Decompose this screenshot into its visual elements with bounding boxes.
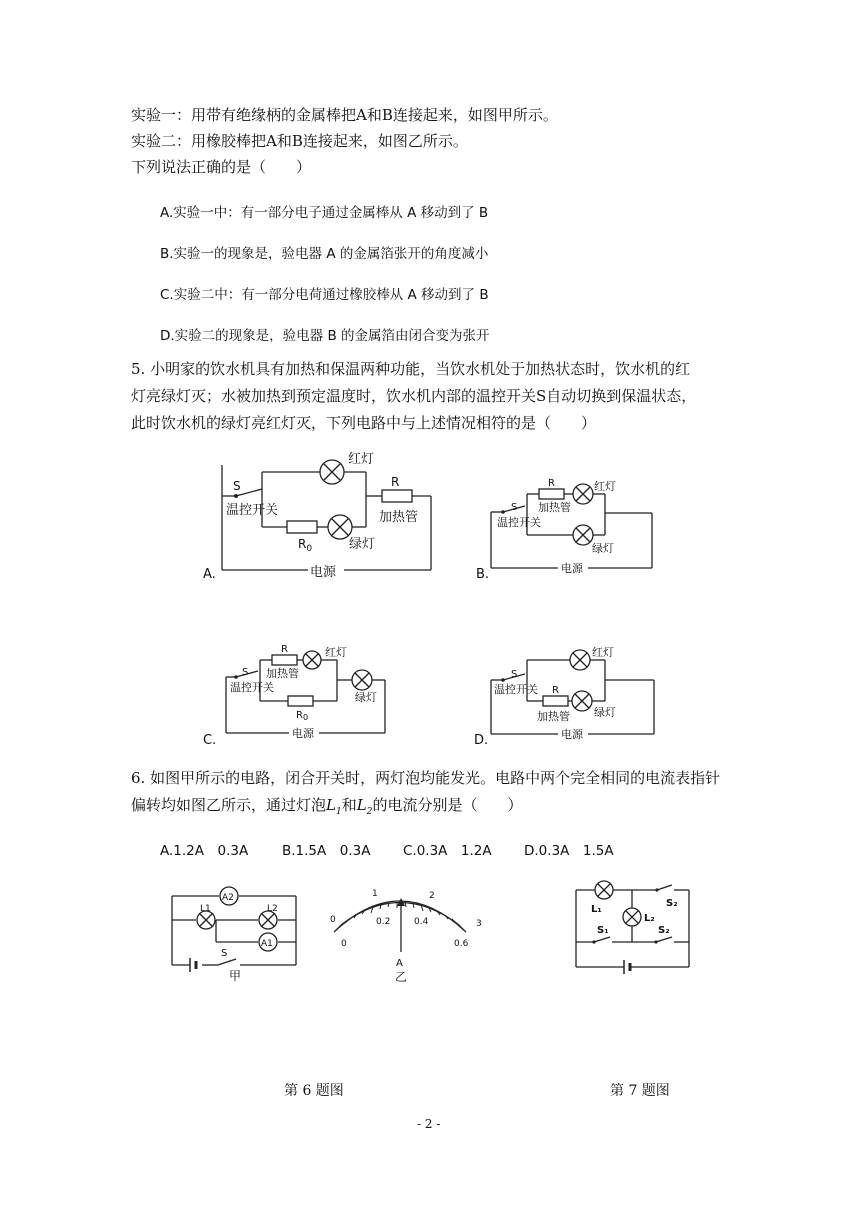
q6-yi-lower-3: 0.6 [454, 939, 469, 949]
q5a-s-label: S [233, 479, 241, 493]
q5-stem-line-3: 此时饮水机的绿灯亮红灯灭，下列电路中与上述情况相符的是（ ） [131, 414, 597, 432]
q6-option-a: A.1.2A 0.3A [160, 843, 249, 859]
q5c-letter: C. [203, 733, 217, 748]
q5c-s-label: S [242, 667, 249, 678]
q5c-green-label: 绿灯 [355, 691, 377, 704]
q7-s2-top-label: S₂ [666, 898, 678, 909]
q7-l1-lamp-icon [595, 881, 613, 899]
q5a-r-label: R [391, 475, 400, 489]
q6-stem-line-1: 6. 如图甲所示的电路，闭合开关时，两灯泡均能发光。电路中两个完全相同的电流表指针 [131, 769, 721, 787]
q5a-switch-label: 温控开关 [226, 503, 279, 518]
q5d-s-label: S [511, 669, 518, 680]
q6-yi-lower-0: 0 [341, 939, 347, 949]
q5a-red-label: 红灯 [348, 452, 375, 467]
q6-yi-upper-3: 3 [476, 919, 482, 929]
q5b-s-label: S [511, 502, 518, 513]
q5a-letter: A. [203, 567, 216, 582]
q4-option-b: B.实验一的现象是，验电器 A 的金属箔张开的角度减小 [160, 246, 489, 262]
q5b-green-label: 绿灯 [592, 542, 614, 555]
q4-stem: 下列说法正确的是（ ） [131, 158, 312, 176]
q5b-source-label: 电源 [561, 562, 583, 575]
q5b-r-label: R [548, 478, 555, 489]
svg-text:A2: A2 [222, 893, 234, 903]
q6-yi-upper-1: 1 [372, 889, 378, 899]
q5a-green-label: 绿灯 [349, 537, 376, 552]
q5a-source-label: 电源 [310, 565, 337, 580]
q5c-switch-label: 温控开关 [230, 681, 274, 694]
q6-jia-l2-label: L2 [267, 904, 278, 914]
q5b-switch-label: 温控开关 [497, 516, 541, 529]
q7-s2-bottom-label: S₂ [658, 925, 670, 936]
q4-option-c: C.实验二中：有一部分电荷通过橡胶棒从 A 移动到了 B [160, 287, 489, 303]
q6-yi-upper-0: 0 [330, 915, 336, 925]
q5-stem-line-1: 5. 小明家的饮水机具有加热和保温两种功能，当饮水机处于加热状态时，饮水机的红 [131, 360, 691, 378]
q5d-heater-label: 加热管 [537, 710, 570, 723]
q6-option-c: C.0.3A 1.2A [403, 843, 492, 859]
q6-l1: $L_1$ [326, 796, 342, 817]
q5c-red-label: 红灯 [325, 646, 347, 659]
q6-yi-lower-2: 0.4 [414, 917, 429, 927]
q6-jia-caption: 甲 [229, 969, 242, 983]
q6-jia-s-label: S [221, 948, 228, 959]
page-number: - 2 - [417, 1117, 441, 1131]
svg-text:A1: A1 [261, 939, 273, 949]
q5a-r0-label: $R_0$ [298, 537, 313, 554]
fig6-caption: 第 6 题图 [284, 1083, 344, 1099]
q5d-switch-label: 温控开关 [494, 683, 538, 696]
q6-jia-l1-label: L1 [200, 904, 211, 914]
q6-yi-lower-1: 0.2 [376, 917, 391, 927]
q5d-green-label: 绿灯 [594, 706, 616, 719]
q5-stem-line-2: 灯亮绿灯灭；水被加热到预定温度时，饮水机内部的温控开关S自动切换到保温状态， [131, 387, 697, 405]
q7-s1-label: S₁ [597, 925, 609, 936]
q6-l2: $L_2$ [356, 796, 373, 817]
q7-l2-label: L₂ [644, 913, 655, 924]
q7-l2-lamp-icon [623, 908, 641, 926]
q6-yi-caption: 乙 [395, 970, 408, 984]
q5a-heater-label: 加热管 [379, 510, 419, 525]
q4-option-a: A.实验一中：有一部分电子通过金属棒从 A 移动到了 B [160, 205, 489, 221]
q5d-source-label: 电源 [561, 728, 583, 741]
q5c-r0-label: $R_0$ [296, 710, 309, 722]
q5d-red-label: 红灯 [592, 646, 614, 659]
q7-l1-label: L₁ [591, 904, 602, 915]
q5b-heater-label: 加热管 [538, 501, 571, 514]
q5c-heater-label: 加热管 [266, 667, 299, 680]
q5c-r-label: R [281, 644, 288, 655]
q4-experiment-2: 实验二：用橡胶棒把A和B连接起来，如图乙所示。 [131, 132, 468, 150]
fig7-caption: 第 7 题图 [610, 1083, 670, 1099]
q5d-letter: D. [474, 733, 489, 748]
q6-stem-line-2: 偏转均如图乙所示，通过灯泡$L_1$和$L_2$的电流分别是（ ） [131, 796, 523, 817]
q5b-red-label: 红灯 [594, 480, 616, 493]
q4-option-d: D.实验二的现象是，验电器 B 的金属箔由闭合变为张开 [160, 328, 490, 344]
q5c-source-label: 电源 [292, 727, 314, 740]
q5b-letter: B. [476, 567, 490, 582]
q4-experiment-1: 实验一：用带有绝缘柄的金属棒把A和B连接起来，如图甲所示。 [131, 106, 558, 124]
q6-yi-unit: A [396, 958, 403, 969]
q6-option-d: D.0.3A 1.5A [524, 843, 614, 859]
q6-yi-upper-2: 2 [429, 891, 435, 901]
q6-option-b: B.1.5A 0.3A [282, 843, 371, 859]
q5d-r-label: R [552, 685, 559, 696]
